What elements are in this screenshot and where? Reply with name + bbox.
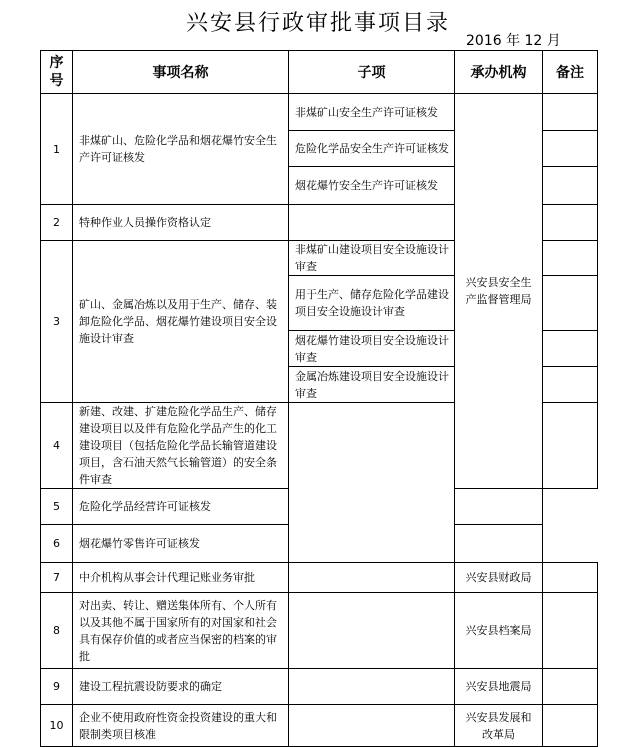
row-seq: 6 (41, 525, 73, 563)
row-organization: 兴安县发展和改革局 (455, 705, 543, 747)
header-note: 备注 (543, 51, 598, 94)
approval-items-table (40, 50, 598, 747)
row-seq: 7 (41, 563, 73, 593)
row-sub-item (289, 205, 455, 241)
row-seq: 5 (41, 489, 73, 525)
row-sub-item: 用于生产、储存危险化学品建设项目安全设施设计审查 (289, 276, 455, 331)
table-row (41, 563, 598, 593)
row-note (543, 331, 598, 367)
header-seq-bottom: 号 (49, 73, 64, 89)
row-note (543, 403, 598, 489)
row-seq: 1 (41, 94, 73, 205)
row-sub-item (289, 705, 455, 747)
table-row (41, 593, 598, 669)
row-item-name: 矿山、金属冶炼以及用于生产、储存、装卸危险化学品、烟花爆竹建设项目安全设施设计审查 (73, 241, 289, 403)
row-item-name: 特种作业人员操作资格认定 (73, 205, 289, 241)
row-sub-item (289, 563, 455, 593)
row-item-name: 烟花爆竹零售许可证核发 (73, 525, 289, 563)
row-item-name: 新建、改建、扩建危险化学品生产、储存建设项目以及伴有危险化学品产生的化工建设项目（包括危险化学品长输管道建设项目，含石油天然气长输管道）的安全条件审查 (73, 403, 289, 489)
row-note (543, 367, 598, 403)
row-seq: 4 (41, 403, 73, 489)
document-date: 2016 年 12 月 (466, 33, 561, 49)
row-organization: 兴安县财政局 (455, 563, 543, 593)
row-sub-item: 烟花爆竹建设项目安全设施设计审查 (289, 331, 455, 367)
row-sub-item: 烟花爆竹安全生产许可证核发 (289, 167, 455, 205)
row-note (543, 94, 598, 131)
row-organization: 兴安县地震局 (455, 669, 543, 705)
row-sub-item (289, 593, 455, 669)
header-item-name: 事项名称 (73, 51, 289, 94)
header-seq (41, 51, 73, 94)
row-note (455, 489, 543, 525)
table-row (41, 94, 598, 131)
table-header-row (41, 51, 598, 94)
row-sub-item: 非煤矿山建设项目安全设施设计审查 (289, 241, 455, 276)
row-seq: 2 (41, 205, 73, 241)
header-seq-top: 序 (49, 55, 64, 71)
row-note (543, 593, 598, 669)
row-note (455, 525, 543, 563)
row-item-name: 危险化学品经营许可证核发 (73, 489, 289, 525)
row-note (543, 167, 598, 205)
row-sub-item: 危险化学品安全生产许可证核发 (289, 131, 455, 167)
row-item-name: 建设工程抗震设防要求的确定 (73, 669, 289, 705)
row-item-name: 中介机构从事会计代理记账业务审批 (73, 563, 289, 593)
row-item-name: 非煤矿山、危险化学品和烟花爆竹安全生产许可证核发 (73, 94, 289, 205)
row-note (543, 205, 598, 241)
row-seq: 3 (41, 241, 73, 403)
row-seq: 10 (41, 705, 73, 747)
row-note (543, 276, 598, 331)
row-seq: 9 (41, 669, 73, 705)
header-sub-item: 子项 (289, 51, 455, 94)
row-item-name: 企业不使用政府性资金投资建设的重大和限制类项目核准 (73, 705, 289, 747)
header-organization: 承办机构 (455, 51, 543, 94)
row-sub-item (289, 669, 455, 705)
row-organization: 兴安县安全生产监督管理局 (455, 94, 543, 489)
row-note (543, 131, 598, 167)
table-row (41, 705, 598, 747)
row-item-name: 对出卖、转让、赠送集体所有、个人所有以及其他不属于国家所有的对国家和社会具有保存价值的或者应当保密的档案的审批 (73, 593, 289, 669)
row-sub-item: 金属冶炼建设项目安全设施设计审查 (289, 367, 455, 403)
row-sub-item: 非煤矿山安全生产许可证核发 (289, 94, 455, 131)
row-seq: 8 (41, 593, 73, 669)
row-note (543, 669, 598, 705)
page-title: 兴安县行政审批事项目录 (185, 11, 450, 36)
row-organization: 兴安县档案局 (455, 593, 543, 669)
row-note (543, 241, 598, 276)
row-sub-item (289, 403, 455, 563)
table-row (41, 669, 598, 705)
row-note (543, 563, 598, 593)
row-note (543, 705, 598, 747)
